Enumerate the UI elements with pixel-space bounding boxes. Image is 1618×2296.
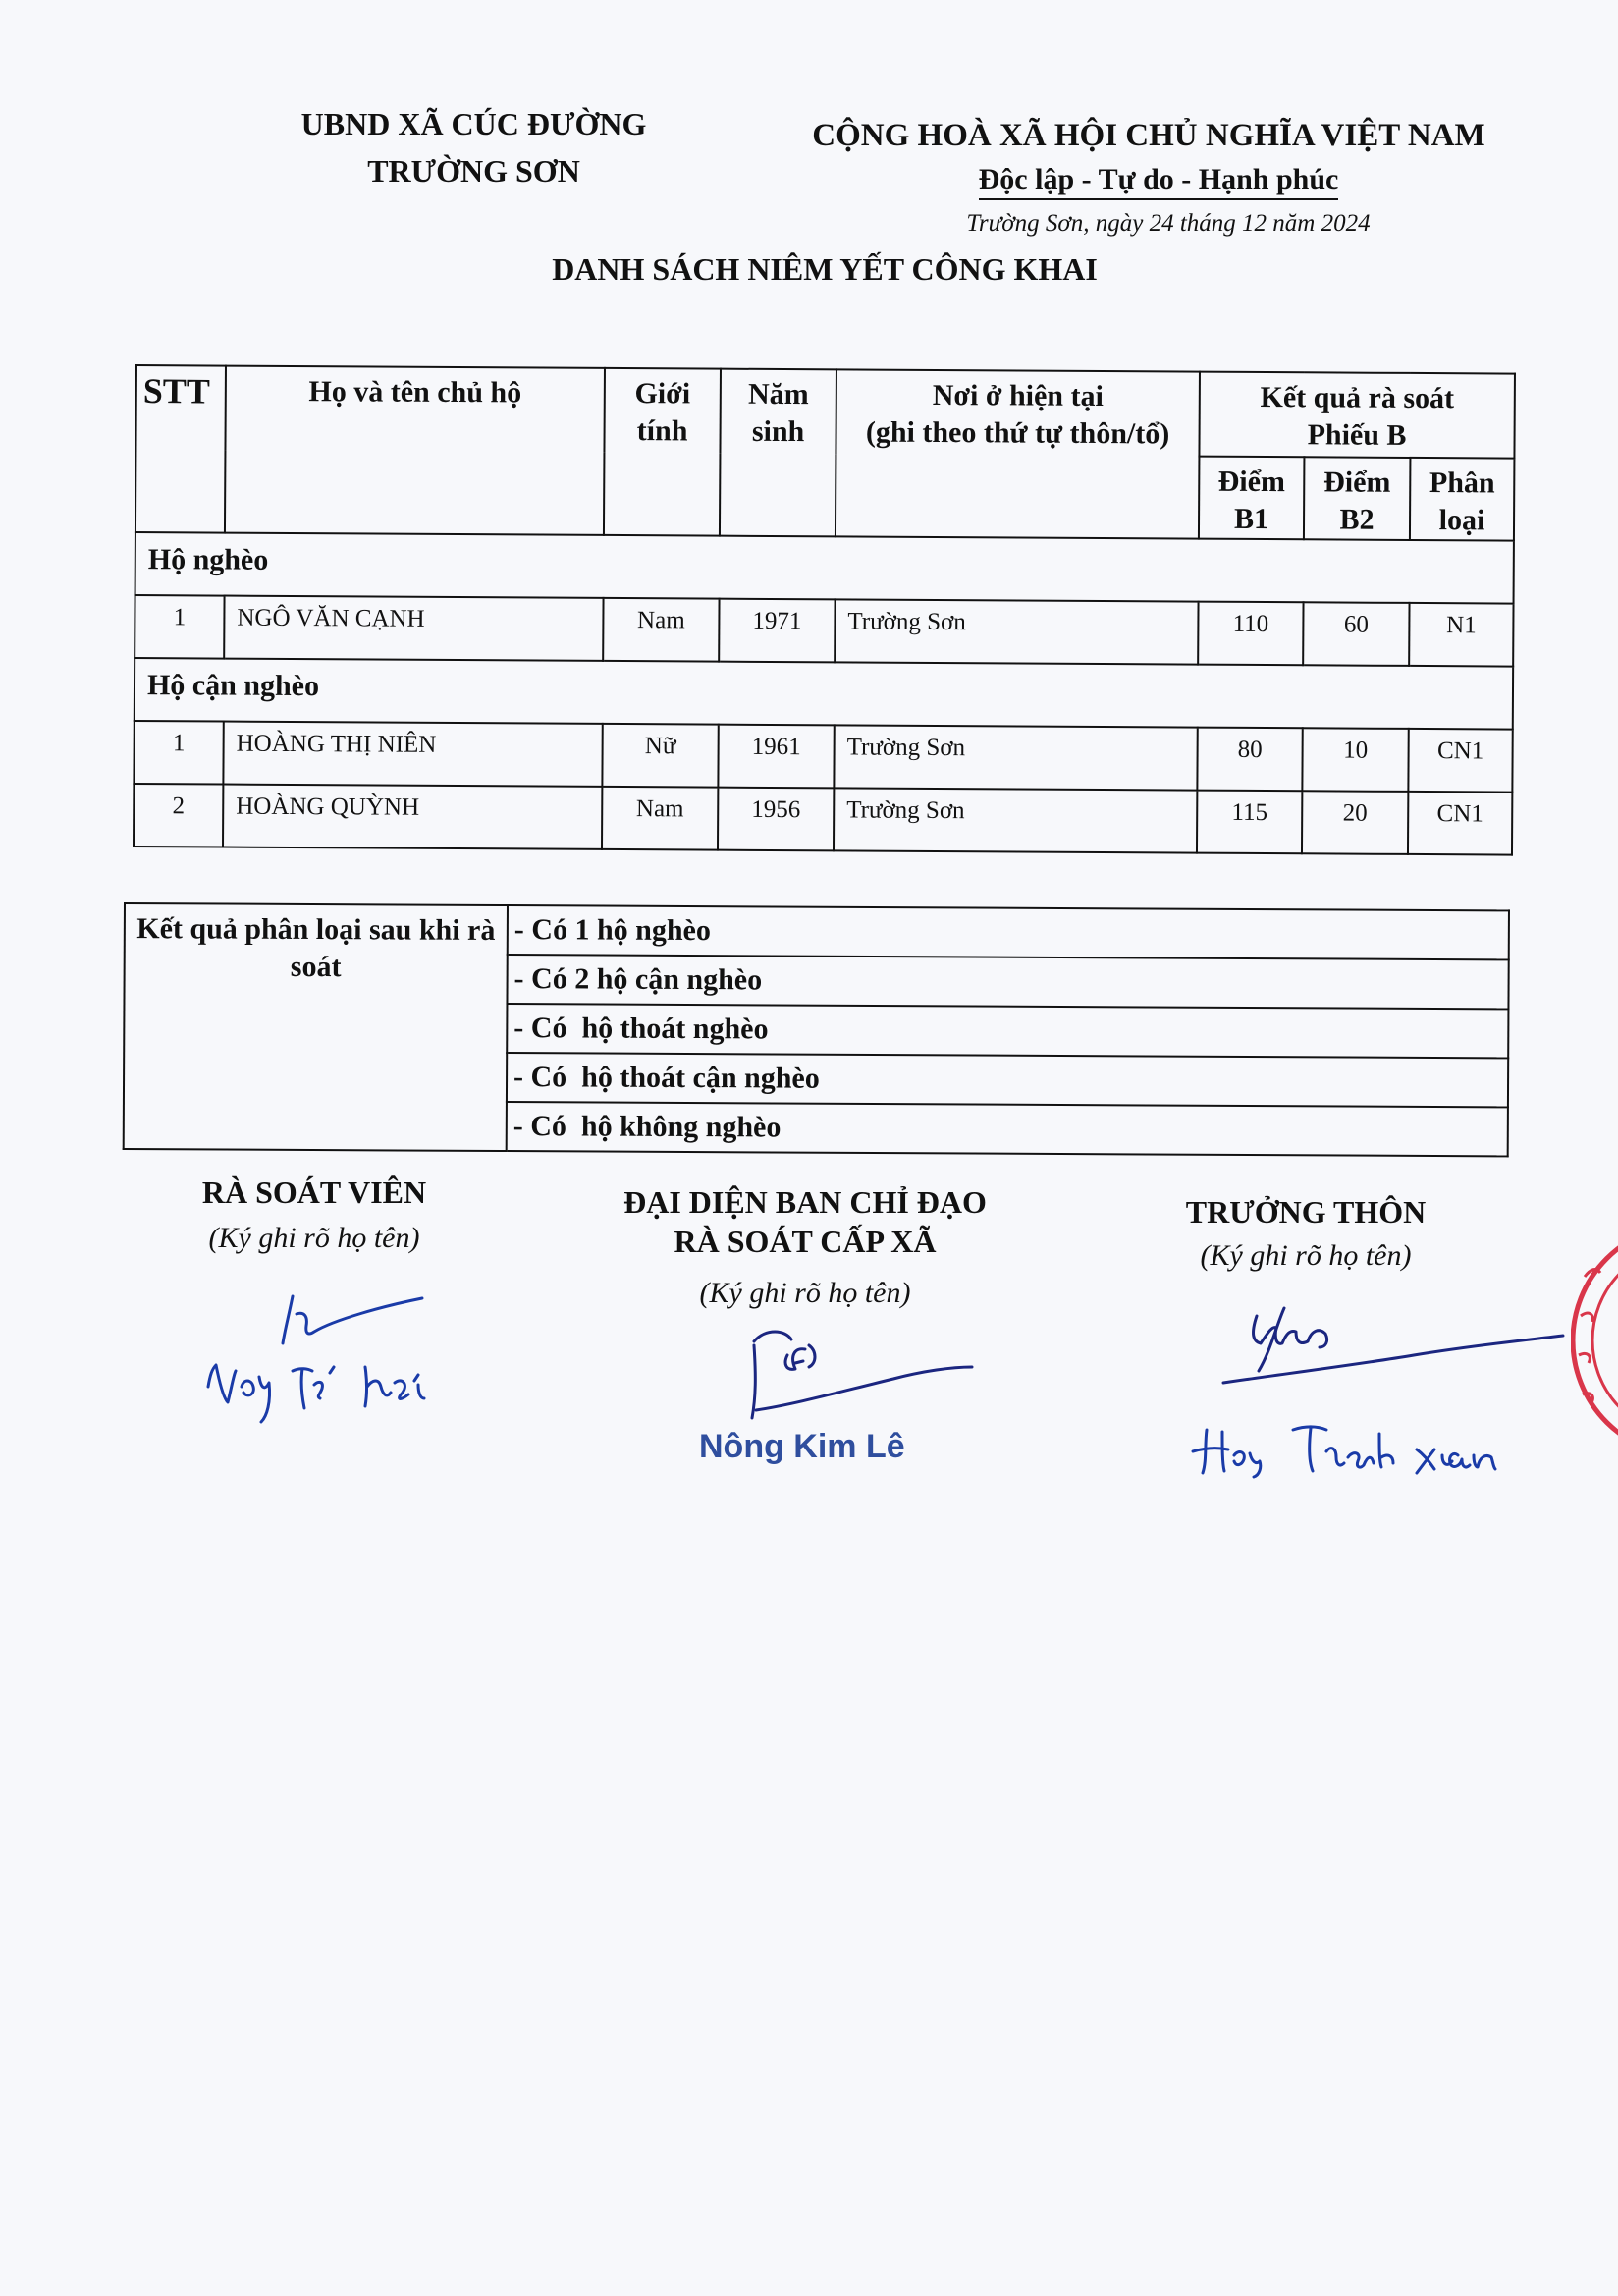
cell-classification: N1: [1409, 603, 1513, 667]
cell-b2: 60: [1303, 602, 1409, 666]
nation-title: CỘNG HOÀ XÃ HỘI CHỦ NGHĨA VIỆT NAM: [812, 118, 1485, 153]
cell-b1: 110: [1198, 602, 1303, 666]
cell-classification: CN1: [1408, 729, 1512, 793]
signature-role-committee-line2: RÀ SOÁT CẤP XÃ: [674, 1224, 937, 1259]
summary-item: - Có hộ thoát cận nghèo: [507, 1053, 1508, 1107]
cell-gender: Nữ: [602, 724, 718, 788]
summary-item: - Có 2 hộ cận nghèo: [507, 955, 1508, 1009]
cell-name: HOÀNG THỊ NIÊN: [223, 722, 602, 787]
header-name: Họ và tên chủ hộ: [225, 366, 605, 535]
motto: [884, 163, 1433, 200]
official-seal-fragment: [1571, 1208, 1618, 1473]
summary-item: - Có hộ thoát nghèo: [507, 1004, 1508, 1058]
group-row-poor: [135, 532, 1514, 604]
cell-b1: 115: [1197, 791, 1302, 854]
document-title: DANH SÁCH NIÊM YẾT CÔNG KHAI: [552, 251, 1098, 287]
header-residence: Nơi ở hiện tại (ghi theo thứ tự thôn/tổ): [836, 369, 1200, 538]
group-title: Hộ cận nghèo: [135, 658, 1513, 730]
cell-residence: Trường Sơn: [835, 599, 1198, 664]
summary-item: - Có 1 hộ nghèo: [508, 905, 1509, 959]
header-b1: Điểm B1: [1199, 457, 1305, 540]
date-line: Trường Sơn, ngày 24 tháng 12 năm 2024: [966, 210, 1371, 237]
signature-hint-reviewer: (Ký ghi rõ họ tên): [208, 1222, 420, 1254]
cell-birth-year: 1956: [718, 788, 834, 851]
table-row: [135, 595, 1513, 667]
signature-role-village-head: TRƯỞNG THÔN: [1185, 1194, 1427, 1230]
header-gender: Giới tính: [604, 368, 721, 536]
signature-hint-village-head: (Ký ghi rõ họ tên): [1200, 1239, 1412, 1272]
cell-birth-year: 1961: [718, 725, 834, 789]
cell-b1: 80: [1197, 728, 1302, 792]
header-birth-year: Năm sinh: [720, 369, 836, 537]
summary-label: Kết quả phân loại sau khi rà soát: [124, 903, 508, 1151]
cell-gender: Nam: [603, 598, 719, 662]
group-row-near-poor: [135, 658, 1513, 730]
handwritten-signature-committee: [727, 1316, 992, 1424]
cell-b2: 10: [1302, 728, 1408, 792]
group-title: Hộ nghèo: [135, 532, 1514, 604]
cell-birth-year: 1971: [719, 599, 835, 663]
header-stt: STT: [135, 365, 226, 533]
cell-residence: Trường Sơn: [834, 788, 1197, 852]
handwritten-signature-reviewer: [187, 1277, 481, 1434]
header-classification: Phân loại: [1410, 458, 1515, 541]
header-result: Kết quả rà soát Phiếu B: [1199, 372, 1515, 459]
summary-item: - Có hộ không nghèo: [507, 1102, 1508, 1156]
cell-classification: CN1: [1408, 792, 1512, 855]
stamped-name-committee: Nông Kim Lê: [699, 1428, 905, 1465]
signature-hint-committee: (Ký ghi rõ họ tên): [699, 1277, 911, 1309]
cell-gender: Nam: [602, 787, 718, 850]
table-row: [134, 721, 1512, 793]
classification-summary-table: [123, 902, 1510, 1157]
households-table: [133, 364, 1516, 856]
signature-role-reviewer: RÀ SOÁT VIÊN: [201, 1175, 427, 1210]
handwritten-signature-village-head: [1217, 1286, 1571, 1394]
cell-name: NGÔ VĂN CẠNH: [224, 596, 603, 661]
cell-stt: 2: [134, 784, 223, 847]
cell-residence: Trường Sơn: [834, 725, 1197, 790]
org-name-line1: UBND XÃ CÚC ĐƯỜNG: [300, 106, 647, 141]
cell-name: HOÀNG QUỲNH: [223, 785, 602, 849]
header-b2: Điểm B2: [1304, 457, 1411, 540]
cell-b2: 20: [1302, 791, 1408, 854]
org-name-line2: TRƯỜNG SƠN: [367, 153, 580, 189]
handwritten-name-village-head: [1183, 1412, 1546, 1481]
motto-text: Độc lập - Tự do - Hạnh phúc: [979, 163, 1339, 200]
cell-stt: 1: [134, 721, 223, 785]
signature-role-committee-line1: ĐẠI DIỆN BAN CHỈ ĐẠO: [623, 1184, 987, 1220]
table-row: [134, 784, 1512, 855]
cell-stt: 1: [135, 595, 224, 659]
